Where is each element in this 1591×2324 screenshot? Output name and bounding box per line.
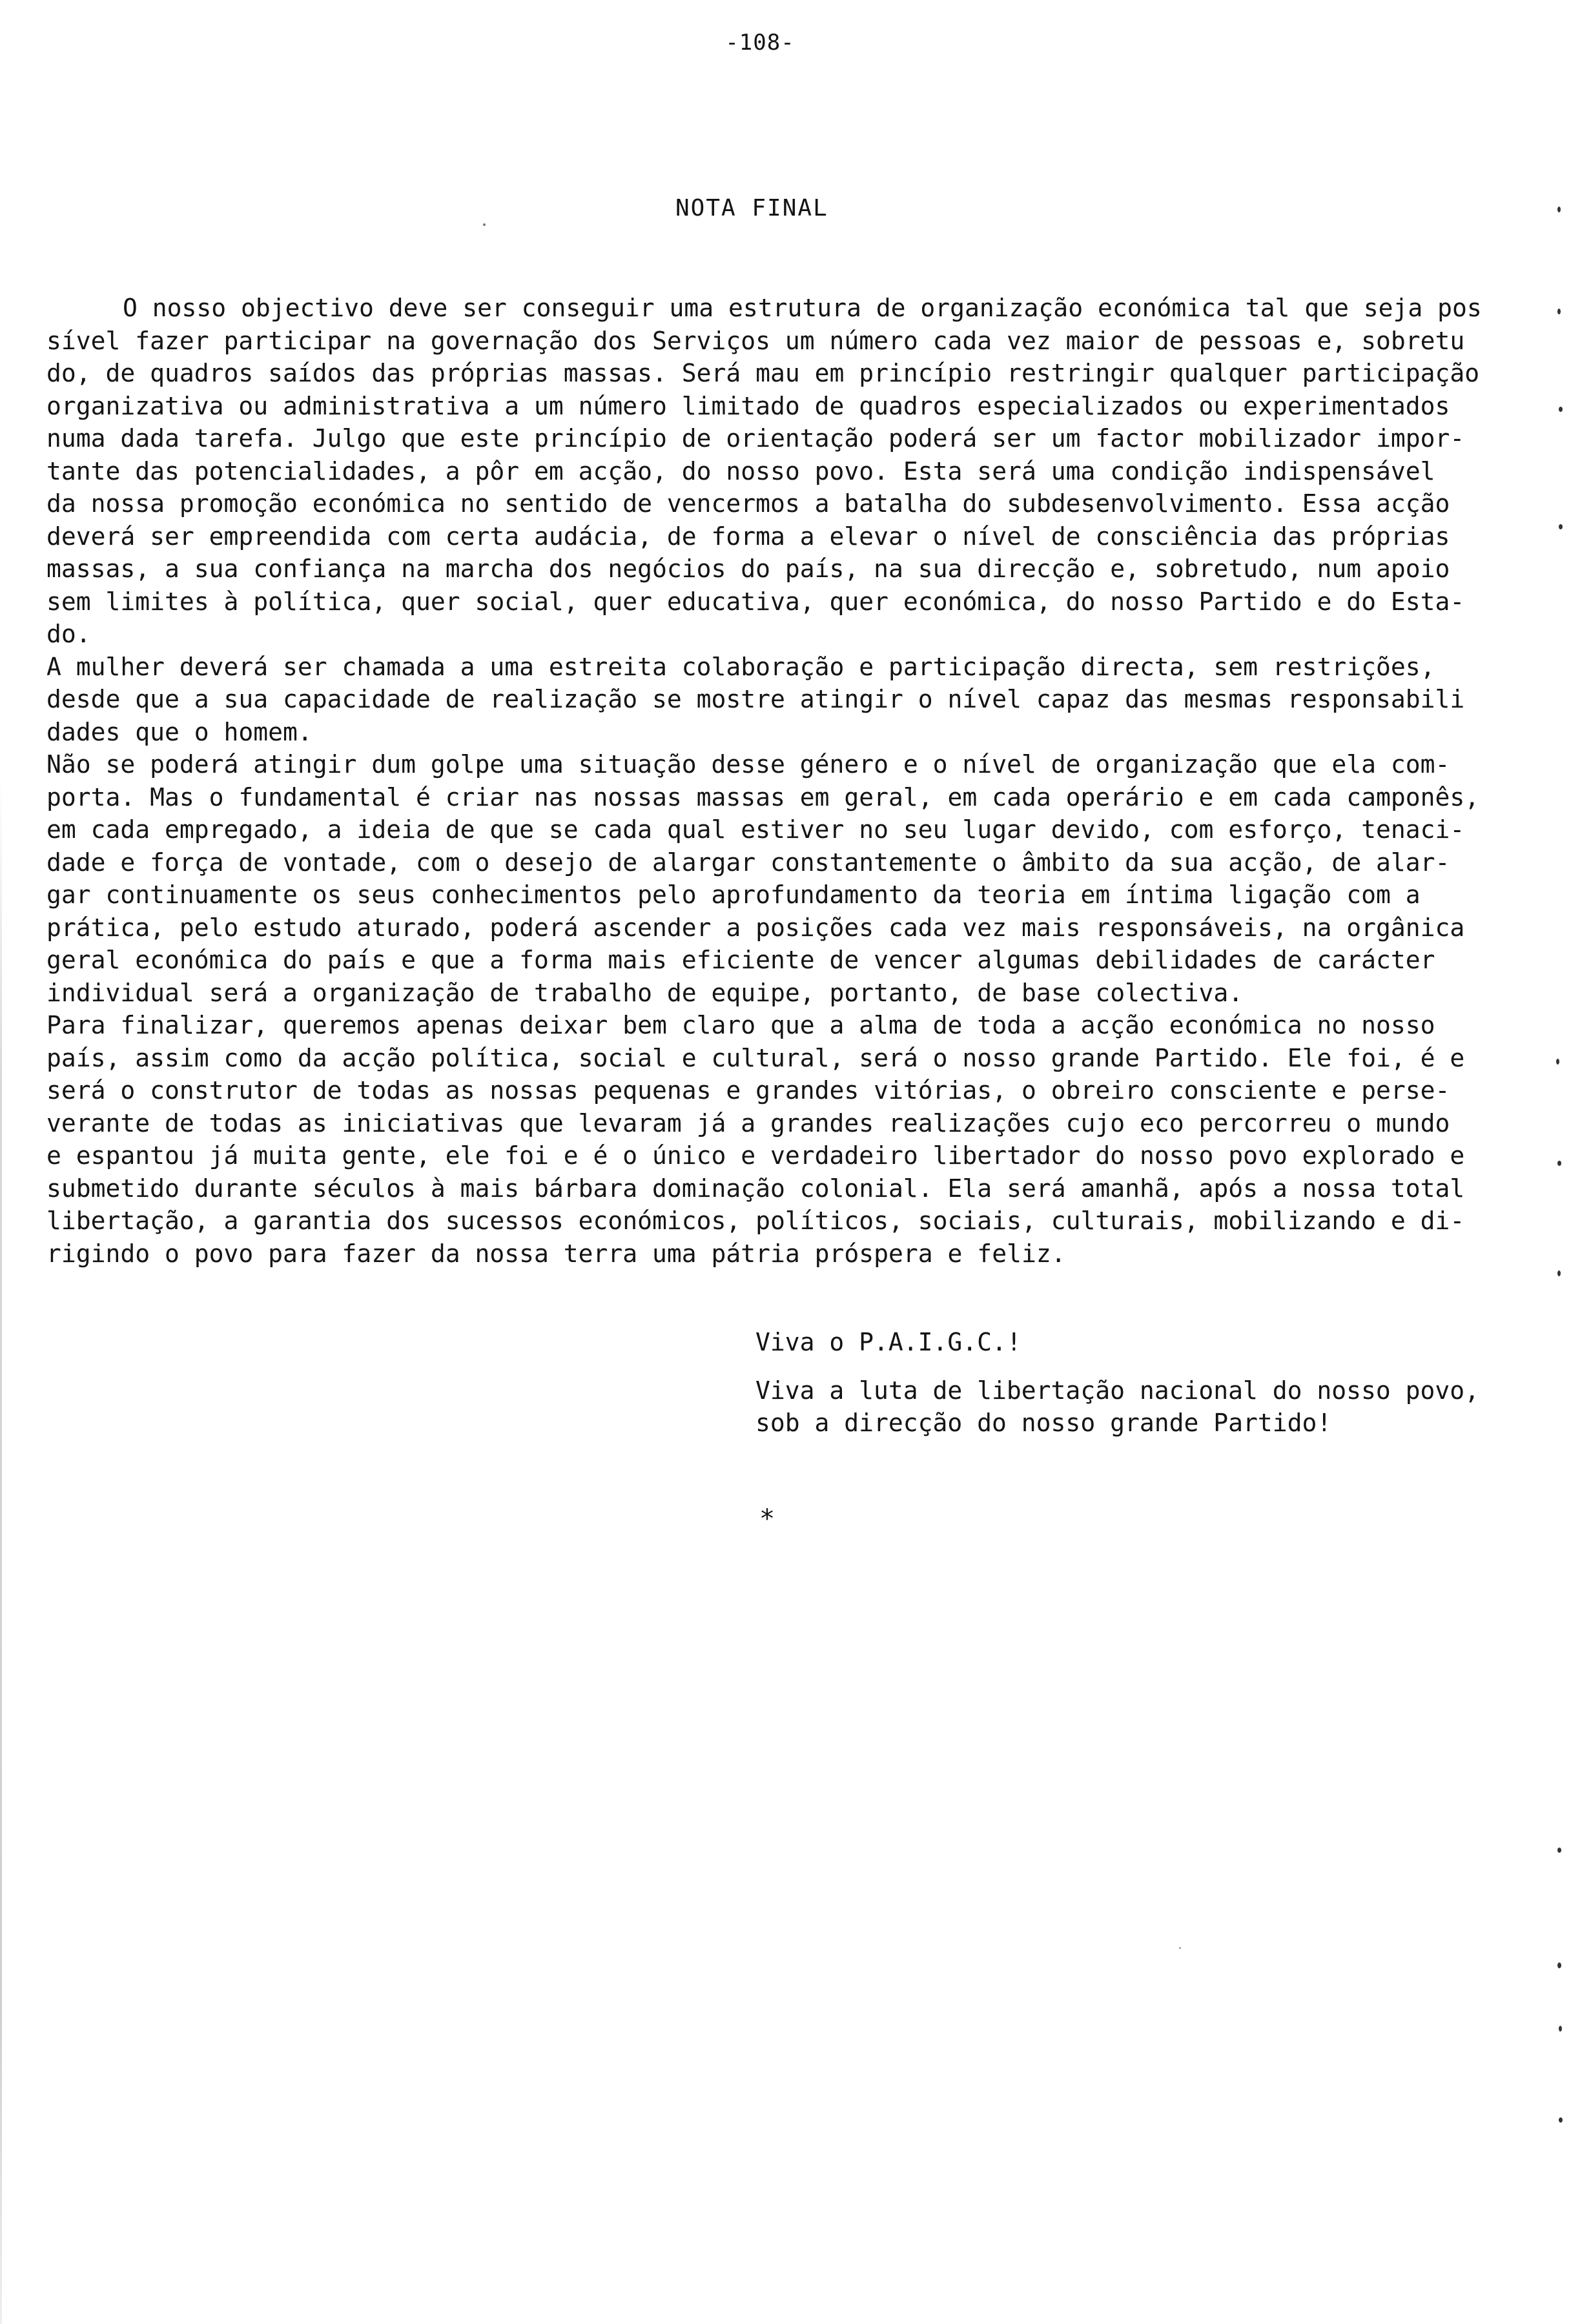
- scan-speck: [1559, 2117, 1563, 2123]
- scan-speck: [1559, 2026, 1562, 2032]
- body-line: deverá ser empreendida com certa audácia, de forma a elevar o nível de consciência das próprias: [46, 522, 1450, 551]
- body-line: Para finalizar, queremos apenas deixar bem claro que a alma de toda a acção económica no nosso: [46, 1011, 1435, 1039]
- page-number: -108-: [725, 30, 795, 56]
- body-line: O nosso objectivo deve ser conseguir uma estrutura de organização económica tal que seja pos: [123, 294, 1482, 322]
- scan-speck: [1557, 1270, 1561, 1276]
- body-line: organizativa ou administrativa a um número limitado de quadros especializados ou experimentados: [46, 391, 1450, 420]
- body-line: dades que o homem.: [46, 717, 313, 746]
- body-line: desde que a sua capacidade de realização se mostre atingir o nível capaz das mesmas responsabili: [46, 685, 1465, 713]
- body-line: numa dada tarefa. Julgo que este princípio de orientação poderá ser um factor mobilizador impor-: [46, 424, 1465, 453]
- closing-gap: [755, 1359, 1479, 1374]
- body-line: geral económica do país e que a forma mais eficiente de vencer algumas debilidades de carácter: [46, 946, 1435, 974]
- scan-speck: [1179, 1947, 1181, 1949]
- end-asterisk: *: [759, 1504, 775, 1534]
- body-text: [46, 292, 1506, 1270]
- body-line: país, assim como da acção política, social e cultural, será o nosso grande Partido. Ele foi, é e: [46, 1043, 1465, 1072]
- body-line: submetido durante séculos à mais bárbara dominação colonial. Ela será amanhã, após a nossa total: [46, 1174, 1465, 1203]
- scan-edge: [0, 775, 2, 2324]
- body-line: verante de todas as iniciativas que levaram já a grandes realizações cujo eco percorreu o mundo: [46, 1108, 1450, 1137]
- body-line: tante das potencialidades, a pôr em acção, do nosso povo. Esta será uma condição indispensável: [46, 456, 1435, 485]
- scan-speck: [1557, 309, 1561, 314]
- closing-slogan-3: sob a direcção do nosso grande Partido!: [755, 1409, 1332, 1437]
- body-line: sível fazer participar na governação dos Serviços um número cada vez maior de pessoas e, sobretu: [46, 326, 1465, 355]
- scan-speck: [1557, 207, 1561, 212]
- body-line: Não se poderá atingir dum golpe uma situação desse género e o nível de organização que ela com-: [46, 750, 1450, 779]
- scan-speck: [1557, 1848, 1561, 1853]
- closing-slogan-1: Viva o P.A.I.G.C.!: [755, 1328, 1021, 1356]
- body-line: individual será a organização de trabalho de equipe, portanto, de base colectiva.: [46, 978, 1244, 1007]
- body-line: será o construtor de todas as nossas pequenas e grandes vitórias, o obreiro consciente e perse-: [46, 1076, 1450, 1105]
- body-line: porta. Mas o fundamental é criar nas nossas massas em geral, em cada operário e em cada camponês,: [46, 782, 1480, 811]
- body-line: do, de quadros saídos das próprias massas. Será mau em princípio restringir qualquer participação: [46, 359, 1480, 387]
- scan-speck: [1557, 1161, 1561, 1166]
- body-line: prática, pelo estudo aturado, poderá ascender a posições cada vez mais responsáveis, na orgânica: [46, 913, 1465, 942]
- body-line: libertação, a garantia dos sucessos económicos, políticos, sociais, culturais, mobilizando e di-: [46, 1207, 1465, 1235]
- body-line: dade e força de vontade, com o desejo de alargar constantemente o âmbito da sua acção, de alar-: [46, 848, 1450, 877]
- closing-block: [755, 1326, 1479, 1440]
- scan-speck: [1559, 407, 1563, 412]
- body-line: gar continuamente os seus conhecimentos pelo aprofundamento da teoria em íntima ligação com a: [46, 881, 1421, 909]
- body-line: massas, a sua confiança na marcha dos negócios do país, na sua direcção e, sobretudo, num apoio: [46, 555, 1450, 583]
- body-line: em cada empregado, a ideia de que se cada qual estiver no seu lugar devido, com esforço, tenaci-: [46, 815, 1465, 844]
- body-line: rigindo o povo para fazer da nossa terra uma pátria próspera e feliz.: [46, 1239, 1066, 1268]
- body-line: e espantou já muita gente, ele foi e é o único e verdadeiro libertador do nosso povo explorado e: [46, 1141, 1465, 1170]
- scan-speck: [1556, 1059, 1559, 1065]
- body-line: sem limites à política, quer social, quer educativa, quer económica, do nosso Partido e do Esta-: [46, 587, 1465, 616]
- page-title: NOTA FINAL: [675, 195, 828, 221]
- body-line: A mulher deverá ser chamada a uma estreita colaboração e participação directa, sem restrições,: [46, 652, 1435, 681]
- body-line: da nossa promoção económica no sentido de vencermos a batalha do subdesenvolvimento. Essa acção: [46, 489, 1450, 518]
- closing-slogan-2: Viva a luta de libertação nacional do nosso povo,: [755, 1376, 1480, 1405]
- scan-speck: [483, 223, 486, 226]
- scan-speck: [1557, 1962, 1561, 1968]
- body-line: do.: [46, 620, 91, 648]
- scan-speck: [1559, 524, 1563, 529]
